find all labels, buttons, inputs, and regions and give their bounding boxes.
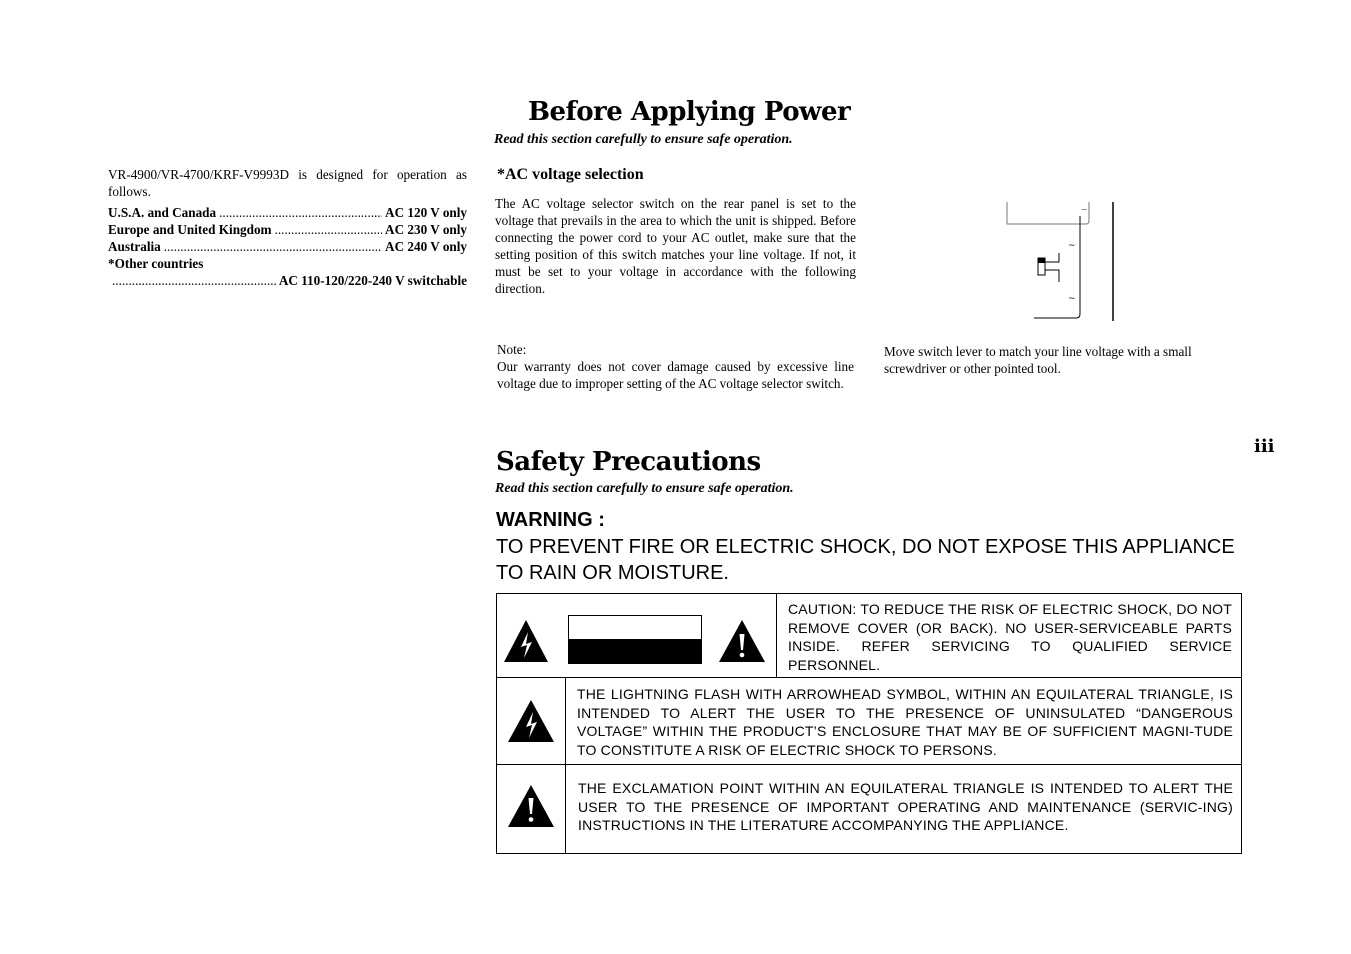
before-power-title: Before Applying Power (528, 97, 851, 127)
page-number: iii (1254, 436, 1275, 457)
voltage-value: AC 120 V only (385, 205, 467, 220)
safety-title: Safety Precautions (496, 447, 761, 477)
ac-voltage-text: The AC voltage selector switch on the rear panel is set to the voltage that prevails in the area to which the unit is shipped. Before connecting the power cord to your AC outlet, make sure that the setting position of this switch matches your line voltage. If not, it must be set to your voltage in accordance with the following direction. (495, 196, 856, 296)
before-power-subtitle: Read this section carefully to ensure safe operation. (494, 132, 793, 147)
svg-text:~: ~ (1081, 205, 1088, 214)
figure-caption: Move switch lever to match your line voltage with a small screwdriver or other pointed tool. (884, 344, 1192, 376)
safety-symbols-table (496, 593, 1242, 854)
voltage-row-other-label (108, 255, 467, 272)
exclamation-description: THE EXCLAMATION POINT WITHIN AN EQUILATERAL TRIANGLE IS INTENDED TO ALERT THE USER TO THE PRESENCE OF IMPORTANT OPERATING AND MAINTENANCE (SERVIC-ING) INSTRUCTIONS IN THE LITERATURE ACCOMPANYING THE APPLIANCE. (578, 780, 1233, 833)
safety-subtitle: Read this section carefully to ensure safe operation. (495, 481, 794, 496)
exclamation-triangle-icon (716, 616, 768, 666)
voltage-value: AC 110-120/220-240 V switchable (278, 273, 467, 288)
voltage-region: Europe and United Kingdom (108, 222, 272, 237)
exclamation-triangle-icon (505, 782, 557, 830)
lightning-triangle-icon (505, 697, 557, 745)
voltage-switch-diagram (1000, 198, 1120, 324)
lightning-triangle-icon (501, 616, 551, 666)
voltage-value: AC 240 V only (385, 239, 467, 254)
svg-text:~: ~ (1068, 241, 1076, 251)
svg-text:~: ~ (1068, 294, 1076, 304)
note-block (497, 341, 854, 392)
lightning-description: THE LIGHTNING FLASH WITH ARROWHEAD SYMBOL, WITHIN AN EQUILATERAL TRIANGLE, IS INTENDED TO ALERT THE USER TO THE PRESENCE OF UNINSULATED “DANGEROUS VOLTAGE” WITHIN THE PRODUCT’S ENCLOSURE THAT MAY BE OF SUFFICIENT MAGNI-TUDE TO CONSTITUTE A RISK OF ELECTRIC SHOCK TO PERSONS. (577, 686, 1233, 758)
voltage-value: AC 230 V only (385, 222, 467, 237)
warning-label: WARNING : (496, 509, 605, 531)
operation-intro: VR-4900/VR-4700/KRF-V9993D is designed for operation as follows. (108, 167, 467, 199)
caution-text: CAUTION: TO REDUCE THE RISK OF ELECTRIC SHOCK, DO NOT REMOVE COVER (OR BACK). NO USER-SERVICEABLE PARTS INSIDE. REFER SERVICING TO QUALIFIED SERVICE PERSONNEL. (788, 601, 1232, 673)
caution-label-plate (568, 615, 702, 664)
note-text: Our warranty does not cover damage caused by excessive line voltage due to improper setting of the AC voltage selector switch. (497, 359, 854, 391)
voltage-region: *Other countries (108, 256, 204, 271)
note-label: Note: (497, 342, 527, 357)
voltage-row-other (108, 272, 467, 289)
voltage-row-australia (108, 238, 467, 255)
ac-voltage-heading: *AC voltage selection (497, 166, 644, 183)
voltage-list (108, 204, 467, 289)
voltage-row-europe (108, 221, 467, 238)
warning-text: TO PREVENT FIRE OR ELECTRIC SHOCK, DO NOT EXPOSE THIS APPLIANCE TO RAIN OR MOISTURE. (496, 536, 1235, 584)
voltage-region: U.S.A. and Canada (108, 205, 217, 220)
voltage-region: Australia (108, 239, 161, 254)
voltage-row-usa (108, 204, 467, 221)
